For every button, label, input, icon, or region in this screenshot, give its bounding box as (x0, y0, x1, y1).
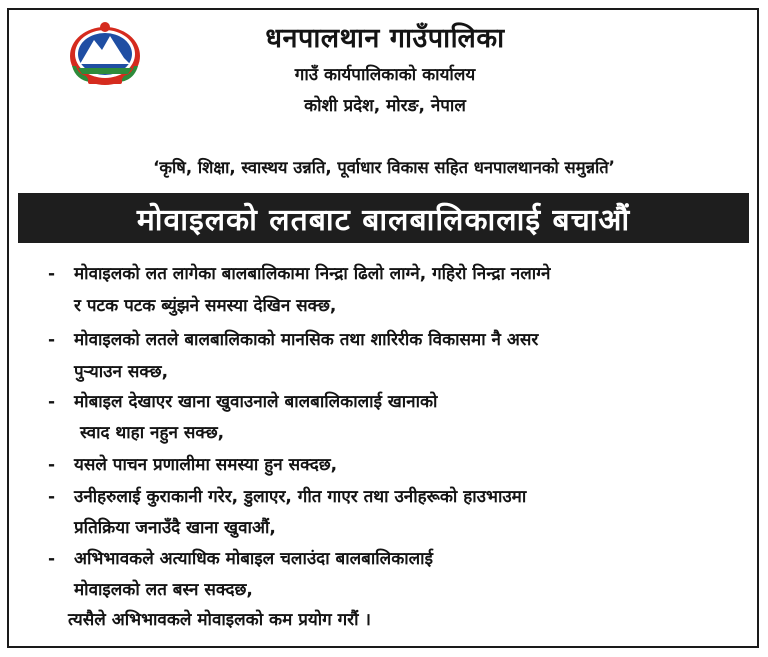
list-item (48, 484, 526, 507)
list-item (48, 327, 538, 350)
bullet-dash: - (48, 455, 56, 475)
list-item-text: उनीहरुलाई कुराकानी गरेर, डुलाएर, गीत गाएर तथा उनीहरूको हाउभाउमा (74, 487, 527, 507)
list-item-text: मोवाइलको लत लागेका बालबालिकामा निन्द्रा ढिलो लाग्ने, गहिरो निन्द्रा नलाग्ने (74, 264, 551, 284)
list-item-text: मोबाइल देखाएर खाना खुवाउनाले बालबालिकालाई खानाको (74, 392, 438, 412)
bullet-dash: - (48, 392, 56, 412)
office-address: कोशी प्रदेश, मोरङ, नेपाल (304, 96, 466, 116)
municipality-slogan: ‘कृषि, शिक्षा, स्वास्थय उन्नति, पूर्वाधार विकास सहित धनपालथानको समुन्नति’ (153, 158, 615, 177)
list-item-text: मोवाइलको लतले बालबालिकाको मानसिक तथा शारिरीक विकासमा नै असर (74, 330, 539, 350)
list-item (48, 389, 437, 412)
list-item-text: यसले पाचन प्रणालीमा समस्या हुन सक्दछ, (74, 455, 338, 475)
list-item-continuation: पुऱ्याउन सक्छ, (74, 362, 169, 382)
municipality-name: धनपालथान गाउँपालिका (265, 23, 505, 54)
list-item (48, 546, 433, 569)
list-item (48, 452, 337, 475)
list-item-continuation: मोवाइलको लत बस्न सक्दछ, (74, 580, 253, 600)
list-item-continuation: र पटक पटक ब्युंझने समस्या देखिन सक्छ, (74, 296, 337, 316)
list-item-text: अभिभावकले अत्याधिक मोबाइल चलाउंदा बालबालिकालाई (74, 549, 433, 569)
closing-advice: त्यसैले अभिभावकले मोवाइलको कम प्रयोग गरौं । (68, 610, 371, 630)
notice-title-banner (18, 193, 749, 243)
bullet-dash: - (48, 549, 56, 569)
bullet-dash: - (48, 487, 56, 507)
list-item (48, 261, 550, 284)
nepal-government-emblem-icon (66, 20, 144, 88)
bullet-dash: - (48, 330, 56, 350)
office-subtitle: गाउँ कार्यपालिकाको कार्यालय (294, 65, 476, 85)
notice-title: मोवाइलको लतबाट बालबालिकालाई बचाऔं (136, 202, 631, 238)
bullet-dash: - (48, 264, 56, 284)
list-item-continuation: प्रतिक्रिया जनाउँदै खाना खुवाऔं, (74, 518, 276, 538)
list-item-continuation: स्वाद थाहा नहुन सक्छ, (80, 423, 225, 443)
